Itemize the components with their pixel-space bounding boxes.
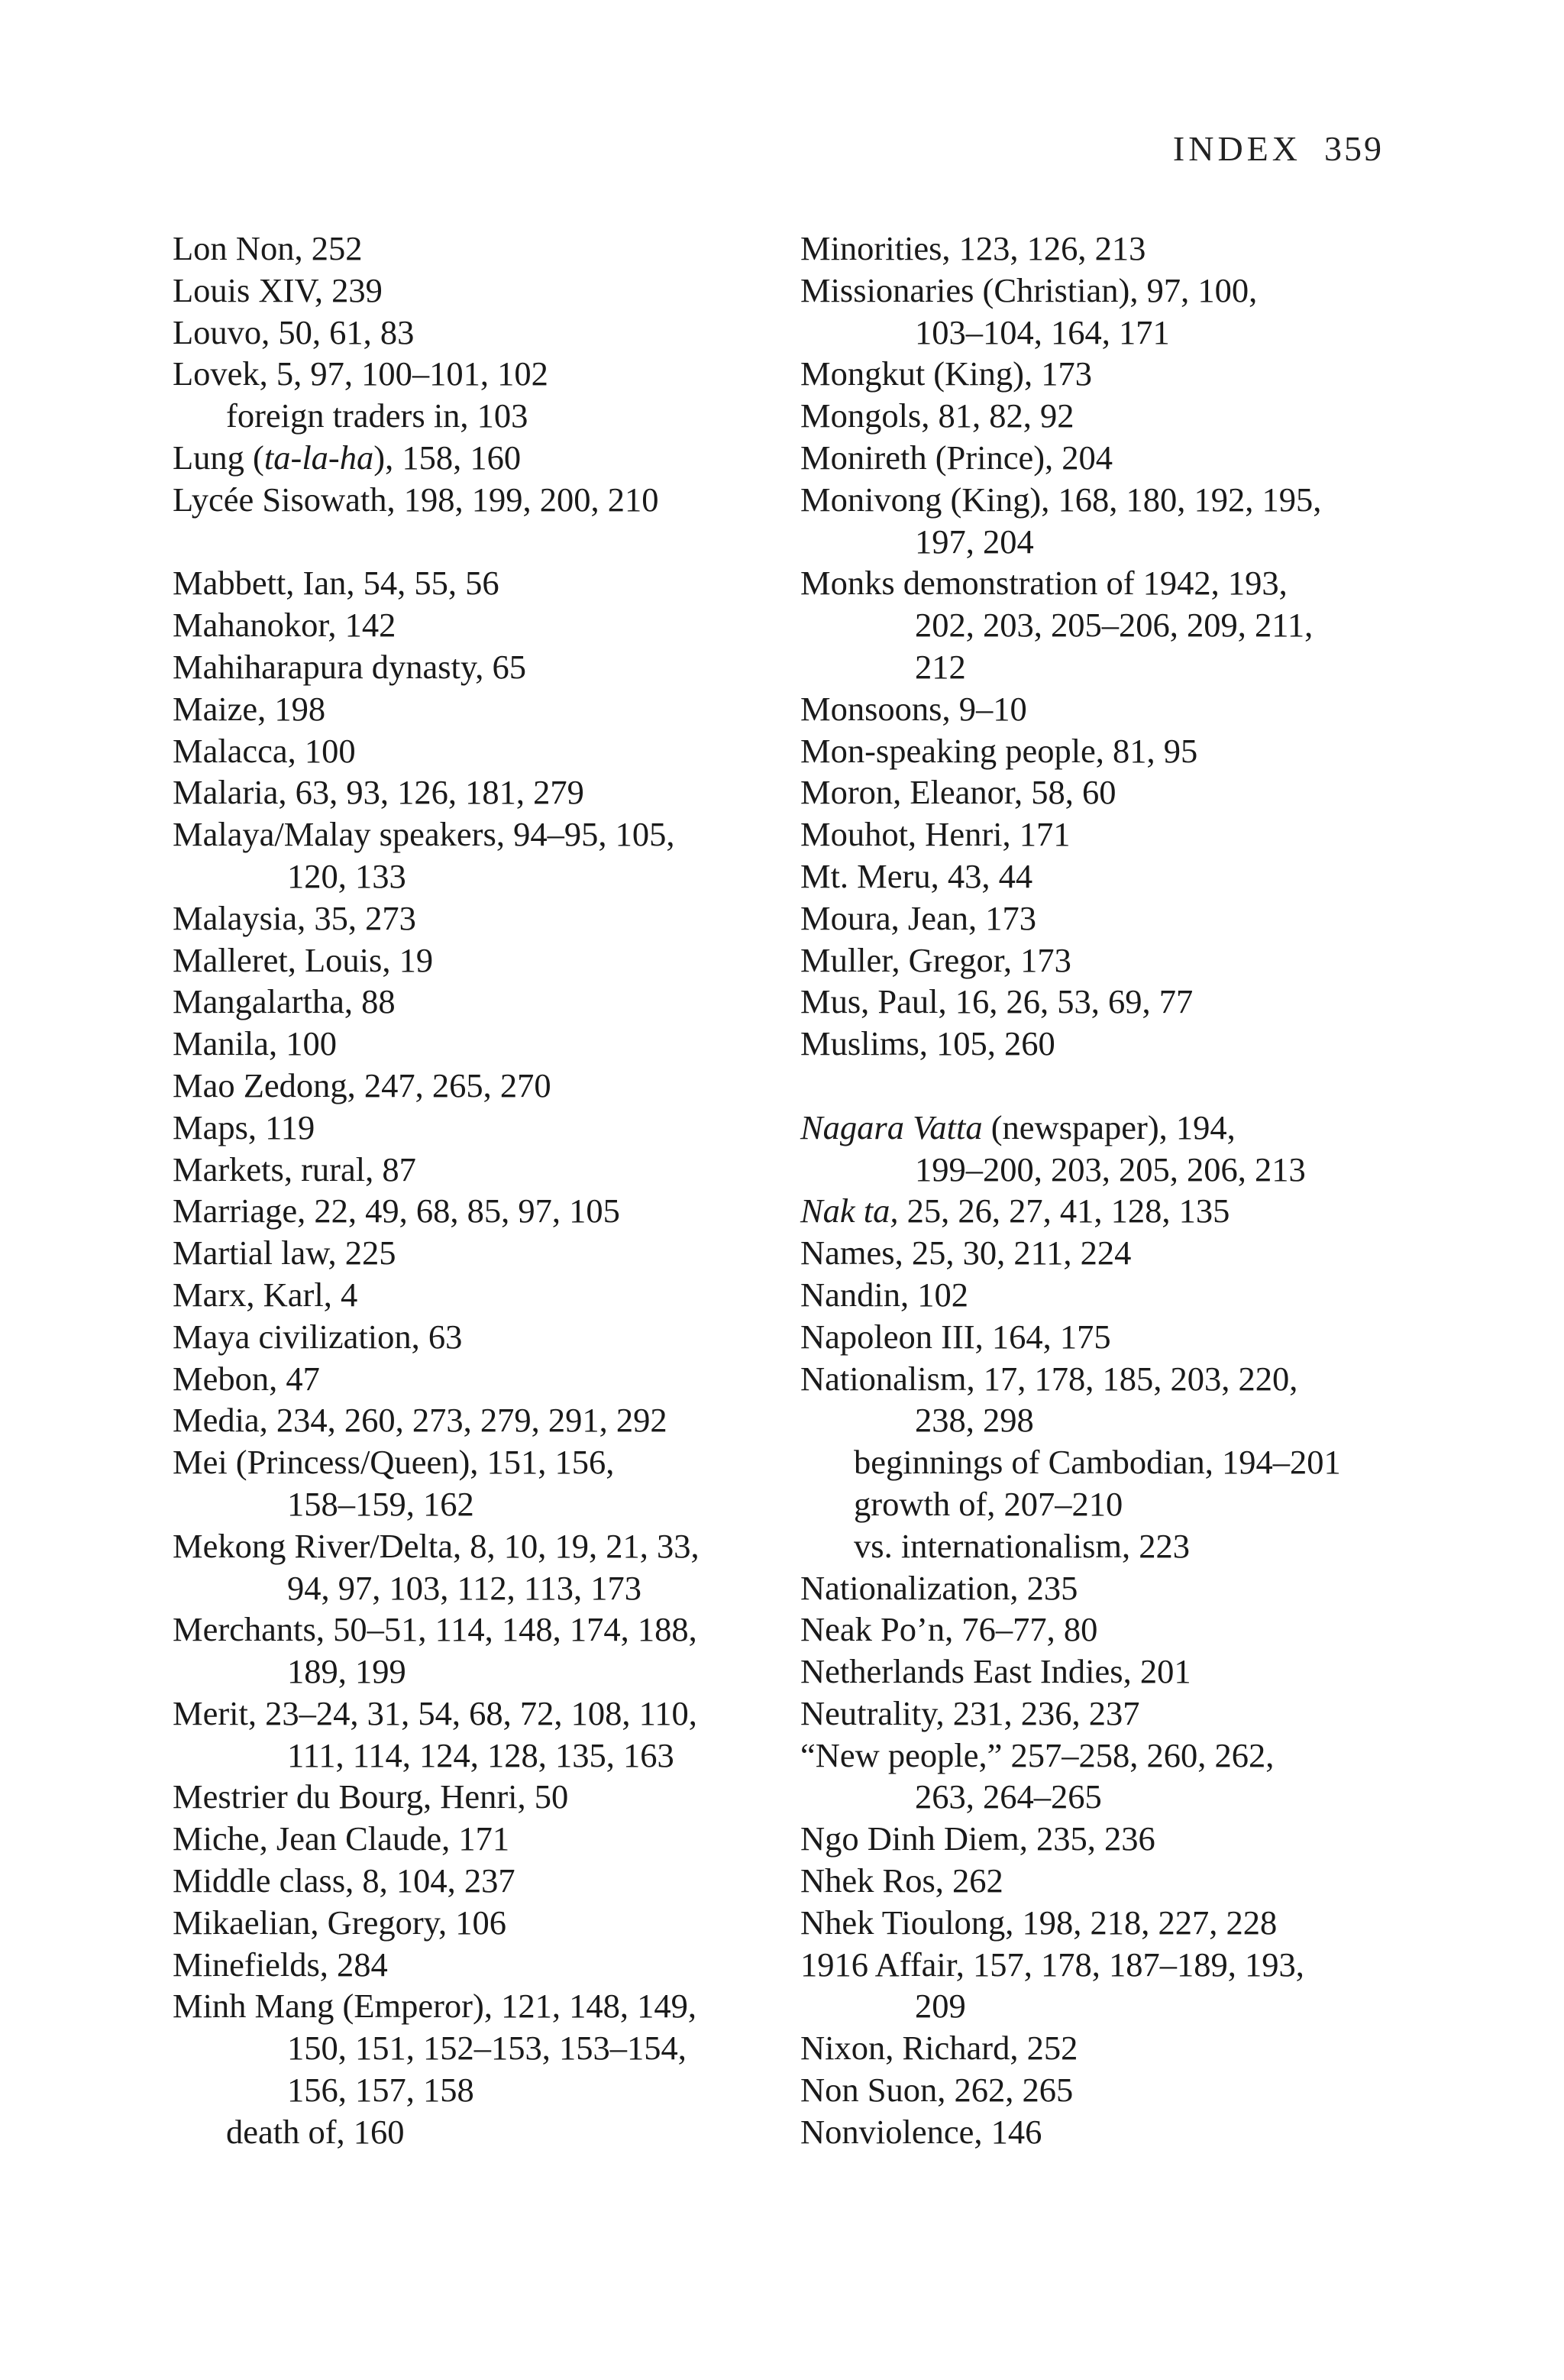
index-entry-continuation	[800, 1399, 1427, 1441]
index-entry	[173, 1525, 799, 1567]
index-entry-continuation	[173, 1735, 799, 1777]
entry-text: Merit, 23–24, 31, 54, 68, 72, 108, 110,	[173, 1693, 697, 1732]
entry-text-after: (newspaper), 194,	[982, 1108, 1236, 1146]
entry-text: Non Suon, 262, 265	[800, 2071, 1074, 2110]
index-entry-continuation	[800, 1985, 1427, 2027]
index-subentry	[800, 1441, 1427, 1483]
index-entry	[800, 270, 1427, 312]
entry-text: Malaysia, 35, 273	[173, 898, 416, 937]
entry-text: 158–159, 162	[287, 1484, 474, 1523]
index-entry	[173, 1399, 799, 1441]
entry-text: Missionaries (Christian), 97, 100,	[800, 270, 1258, 309]
entry-text: beginnings of Cambodian, 194–201	[854, 1443, 1341, 1482]
entry-text: 212	[915, 647, 966, 686]
entry-text: 209	[915, 1987, 966, 2026]
index-entry	[800, 479, 1427, 521]
entry-text: Neak Po’n, 76–77, 80	[800, 1610, 1098, 1649]
entry-text: Martial law, 225	[173, 1234, 396, 1272]
entry-text: Malleret, Louis, 19	[173, 940, 434, 979]
index-entry-continuation	[173, 1567, 799, 1609]
entry-text: Minorities, 123, 126, 213	[800, 229, 1146, 267]
entry-text: Maps, 119	[173, 1108, 315, 1146]
entry-text: Napoleon III, 164, 175	[800, 1317, 1111, 1356]
entry-text: Lung (	[173, 438, 264, 477]
entry-text: Nandin, 102	[800, 1275, 969, 1314]
index-entry	[173, 437, 799, 479]
entry-text: 150, 151, 152–153, 153–154,	[287, 2029, 687, 2068]
entry-text: Names, 25, 30, 211, 224	[800, 1234, 1132, 1272]
entry-text: Monivong (King), 168, 180, 192, 195,	[800, 480, 1322, 519]
entry-text: Mabbett, Ian, 54, 55, 56	[173, 564, 499, 603]
index-entry	[173, 1441, 799, 1483]
index-entry	[173, 1274, 799, 1316]
index-entry	[800, 1818, 1427, 1860]
entry-text: 197, 204	[915, 522, 1034, 561]
index-entry	[173, 1944, 799, 1986]
entry-text: Mouhot, Henri, 171	[800, 815, 1071, 854]
entry-text: Monsoons, 9–10	[800, 689, 1027, 728]
index-entry	[173, 646, 799, 688]
index-entry	[173, 270, 799, 312]
index-entry	[173, 1902, 799, 1944]
entry-text: Mon-speaking people, 81, 95	[800, 731, 1198, 770]
index-entry	[800, 353, 1427, 395]
index-entry	[173, 1149, 799, 1191]
entry-text: 199–200, 203, 205, 206, 213	[915, 1150, 1306, 1188]
entry-text: 1916 Affair, 157, 178, 187–189, 193,	[800, 1945, 1304, 1984]
page-number: 359	[1324, 129, 1384, 168]
index-entry	[800, 1107, 1427, 1149]
index-entry	[800, 1023, 1427, 1065]
entry-text: Maize, 198	[173, 689, 326, 728]
entry-text: foreign traders in, 103	[226, 396, 528, 435]
entry-text: Monireth (Prince), 204	[800, 438, 1113, 477]
entry-text: Manila, 100	[173, 1024, 338, 1063]
index-entry	[800, 1944, 1427, 1986]
index-entry	[173, 730, 799, 772]
entry-text: 94, 97, 103, 112, 113, 173	[287, 1568, 641, 1607]
index-entry	[800, 1274, 1427, 1316]
index-column-left	[173, 228, 799, 2153]
index-entry	[800, 2111, 1427, 2153]
entry-text: Louvo, 50, 61, 83	[173, 312, 415, 351]
index-entry-continuation	[800, 604, 1427, 646]
entry-text: Nixon, Richard, 252	[800, 2029, 1078, 2068]
index-entry	[173, 1232, 799, 1274]
index-entry	[800, 2027, 1427, 2069]
entry-text: Middle class, 8, 104, 237	[173, 1861, 515, 1900]
index-entry	[800, 771, 1427, 813]
entry-italic-text: Nagara Vatta	[800, 1108, 983, 1146]
entry-text: Maya civilization, 63	[173, 1317, 463, 1356]
index-entry	[800, 1316, 1427, 1358]
index-entry	[173, 981, 799, 1023]
entry-text: Marriage, 22, 49, 68, 85, 97, 105	[173, 1192, 620, 1230]
entry-text: 120, 133	[287, 856, 406, 895]
entry-text: Nationalization, 235	[800, 1568, 1078, 1607]
entry-text: Monks demonstration of 1942, 193,	[800, 564, 1288, 603]
index-entry	[173, 1316, 799, 1358]
index-entry	[800, 1358, 1427, 1400]
index-entry	[173, 1693, 799, 1735]
index-entry	[800, 1651, 1427, 1693]
entry-text: Mahiharapura dynasty, 65	[173, 647, 526, 686]
entry-text: 189, 199	[287, 1652, 406, 1691]
entry-text: Mestrier du Bourg, Henri, 50	[173, 1777, 569, 1816]
index-entry	[800, 562, 1427, 604]
index-subentry	[800, 1525, 1427, 1567]
index-entry	[173, 771, 799, 813]
index-entry	[173, 897, 799, 939]
index-entry	[800, 1609, 1427, 1651]
index-entry	[800, 2069, 1427, 2111]
index-entry	[173, 1609, 799, 1651]
letter-group-gap	[800, 1065, 1427, 1107]
index-entry	[800, 228, 1427, 270]
entry-text: Nationalism, 17, 178, 185, 203, 220,	[800, 1359, 1298, 1398]
entry-text-after: 25, 26, 27, 41, 128, 135	[898, 1192, 1230, 1230]
index-entry-continuation	[800, 521, 1427, 563]
index-entry	[800, 1567, 1427, 1609]
index-entry	[800, 395, 1427, 437]
entry-italic-text: ta-la-ha	[263, 438, 374, 477]
index-entry	[800, 1735, 1427, 1777]
index-entry	[800, 981, 1427, 1023]
index-entry	[173, 1985, 799, 2027]
entry-text: Mekong River/Delta, 8, 10, 19, 21, 33,	[173, 1526, 700, 1565]
entry-text: Miche, Jean Claude, 171	[173, 1819, 510, 1858]
entry-text: Minh Mang (Emperor), 121, 148, 149,	[173, 1987, 696, 2026]
entry-text: Mongols, 81, 82, 92	[800, 396, 1074, 435]
entry-text: Mongkut (King), 173	[800, 354, 1092, 393]
entry-text: Nonviolence, 146	[800, 2112, 1042, 2151]
index-entry	[800, 1190, 1427, 1232]
index-entry-continuation	[800, 1776, 1427, 1818]
index-entry-continuation	[800, 646, 1427, 688]
entry-text: Mao Zedong, 247, 265, 270	[173, 1066, 551, 1104]
index-entry	[800, 1693, 1427, 1735]
index-entry	[173, 1107, 799, 1149]
entry-text: Mebon, 47	[173, 1359, 320, 1398]
running-head-title: INDEX	[1172, 129, 1301, 168]
entry-text: Malaria, 63, 93, 126, 181, 279	[173, 773, 584, 812]
entry-text: death of, 160	[226, 2112, 405, 2151]
index-entry	[800, 897, 1427, 939]
entry-text: Moron, Eleanor, 58, 60	[800, 773, 1116, 812]
entry-text: Lycée Sisowath, 198, 199, 200, 210	[173, 480, 659, 519]
entry-text: “New people,” 257–258, 260, 262,	[800, 1735, 1275, 1774]
entry-text: 111, 114, 124, 128, 135, 163	[287, 1735, 674, 1774]
index-entry	[800, 1902, 1427, 1944]
entry-text: Mt. Meru, 43, 44	[800, 856, 1033, 895]
entry-text: Media, 234, 260, 273, 279, 291, 292	[173, 1401, 667, 1440]
entry-text: Mus, Paul, 16, 26, 53, 69, 77	[800, 982, 1194, 1021]
entry-text: Lon Non, 252	[173, 229, 363, 267]
index-entry	[173, 479, 799, 521]
entry-text: Mikaelian, Gregory, 106	[173, 1903, 507, 1942]
index-entry	[173, 1190, 799, 1232]
entry-text: 238, 298	[915, 1401, 1034, 1440]
index-entry	[800, 939, 1427, 981]
entry-text: 156, 157, 158	[287, 2071, 474, 2110]
index-entry	[173, 604, 799, 646]
entry-text: 103–104, 164, 171	[915, 312, 1170, 351]
index-entry	[800, 730, 1427, 772]
index-entry-continuation	[173, 855, 799, 897]
entry-text: Muslims, 105, 260	[800, 1024, 1055, 1063]
entry-text: Netherlands East Indies, 201	[800, 1652, 1191, 1691]
index-entry-continuation	[173, 1651, 799, 1693]
index-entry	[800, 813, 1427, 855]
entry-text: Merchants, 50–51, 114, 148, 174, 188,	[173, 1610, 697, 1649]
entry-text: Malaya/Malay speakers, 94–95, 105,	[173, 815, 675, 854]
entry-text: Ngo Dinh Diem, 235, 236	[800, 1819, 1155, 1858]
index-entry-continuation	[800, 1149, 1427, 1191]
index-entry	[173, 939, 799, 981]
entry-text-after: ), 158, 160	[373, 438, 522, 477]
entry-text: Mei (Princess/Queen), 151, 156,	[173, 1443, 615, 1482]
index-entry-continuation	[173, 2069, 799, 2111]
running-head	[1173, 128, 1384, 169]
index-entry	[173, 1358, 799, 1400]
entry-text: Markets, rural, 87	[173, 1150, 416, 1188]
entry-text: Muller, Gregor, 173	[800, 940, 1071, 979]
index-entry	[173, 813, 799, 855]
index-entry	[800, 1232, 1427, 1274]
index-entry	[800, 688, 1427, 730]
entry-text: Nhek Tioulong, 198, 218, 227, 228	[800, 1903, 1278, 1942]
entry-text: 263, 264–265	[915, 1777, 1102, 1816]
index-entry	[800, 1860, 1427, 1902]
index-entry	[173, 1860, 799, 1902]
index-entry	[173, 1776, 799, 1818]
entry-text: Minefields, 284	[173, 1945, 388, 1984]
entry-text: Nhek Ros, 262	[800, 1861, 1003, 1900]
index-entry	[173, 1023, 799, 1065]
entry-text: Lovek, 5, 97, 100–101, 102	[173, 354, 548, 393]
letter-group-gap	[173, 521, 799, 563]
index-entry	[173, 688, 799, 730]
index-entry-continuation	[800, 312, 1427, 354]
index-entry	[800, 855, 1427, 897]
entry-text: Louis XIV, 239	[173, 270, 383, 309]
index-entry	[173, 228, 799, 270]
entry-italic-text: Nak ta,	[800, 1192, 899, 1230]
index-entry	[800, 437, 1427, 479]
entry-text: Malacca, 100	[173, 731, 356, 770]
index-subentry	[173, 2111, 799, 2153]
entry-text: vs. internationalism, 223	[854, 1526, 1191, 1565]
index-subentry	[173, 395, 799, 437]
index-entry	[173, 312, 799, 354]
entry-text: Mahanokor, 142	[173, 606, 396, 645]
index-column-right	[800, 228, 1427, 2153]
index-entry	[173, 1065, 799, 1107]
entry-text: Mangalartha, 88	[173, 982, 396, 1021]
index-subentry	[800, 1483, 1427, 1525]
index-entry-continuation	[173, 2027, 799, 2069]
entry-text: Moura, Jean, 173	[800, 898, 1036, 937]
entry-text: 202, 203, 205–206, 209, 211,	[915, 606, 1314, 645]
entry-text: growth of, 207–210	[854, 1484, 1123, 1523]
index-entry	[173, 562, 799, 604]
entry-text: Marx, Karl, 4	[173, 1275, 358, 1314]
index-entry-continuation	[173, 1483, 799, 1525]
entry-text: Neutrality, 231, 236, 237	[800, 1693, 1140, 1732]
index-entry	[173, 353, 799, 395]
index-entry	[173, 1818, 799, 1860]
